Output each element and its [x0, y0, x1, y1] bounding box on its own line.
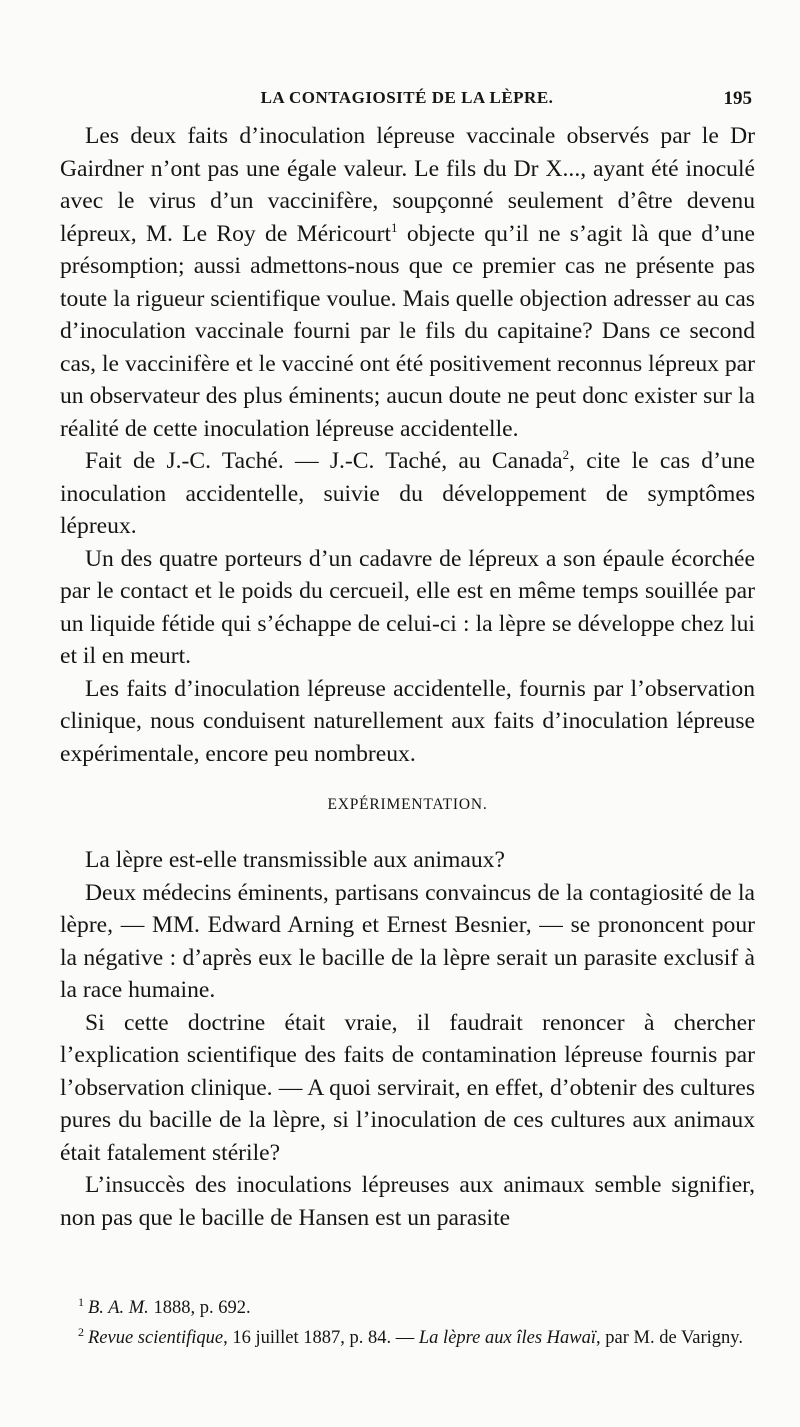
section-title: EXPÉRIMENTATION.	[327, 796, 488, 813]
paragraph: Les faits d’inoculation lépreuse accidentelle, fournis par l’observation clinique, nous conduisent naturellement aux faits d’inoculation lépreuse expérimentale, encore peu nombreux.	[60, 675, 755, 767]
running-head	[62, 88, 752, 114]
footnotes	[60, 1290, 755, 1350]
paragraph-text: Fait de J.-C. Taché. — J.-C. Taché, au Canada	[85, 448, 563, 474]
footnote-source: Revue scientifique	[88, 1328, 224, 1349]
paragraph: Si cette doctrine était vraie, il faudrait renoncer à chercher l’explication scientifique des faits de contamination lépreuse fournis par l’observation clinique. — A quoi servirait, en effet, d’obtenir des cultures pures du bacille de la lèpre, si l’inoculation de ces cultures aux animaux était fatalement stérile?	[60, 1009, 755, 1166]
paragraph: La lèpre est-elle transmissible aux animaux?	[85, 847, 505, 873]
body-text	[60, 120, 755, 1234]
paragraph-text: objecte qu’il ne s’agit là que d’une présomption; aussi admettons-nous que ce premier cas ne présente pas toute la rigueur scientifique voulue. Mais quelle objection adresser au cas d’inoculation vaccinale fourni par le fils du capitaine? Dans ce second cas, le vaccinifère et le vacciné ont été positivement reconnus lépreux par un observateur des plus éminents; aucun doute ne peut donc exister sur la réalité de cette inoculation lépreuse accidentelle.	[60, 220, 755, 442]
footnote-number: 2	[78, 1325, 84, 1340]
footnote-text: 1888, p. 692.	[148, 1298, 251, 1319]
running-title: LA CONTAGIOSITÉ DE LA LÈPRE.	[260, 88, 554, 107]
footnote-source: B. A. M.	[88, 1298, 149, 1319]
footnote-text: , par M. de Varigny.	[596, 1328, 743, 1349]
paragraph: Un des quatre porteurs d’un cadavre de lépreux a son épaule écorchée par le contact et le poids du cercueil, elle est en même temps souillée par un liquide fétide qui s’échappe de celui-ci : la lèpre se développe chez lui et il en meurt.	[60, 545, 755, 669]
footnote-call: 1	[391, 219, 398, 235]
footnote	[60, 1290, 755, 1320]
paragraph-text: , cite le cas d’une inoculation accidentelle, suivie du développement de symptômes lépreux.	[60, 448, 755, 539]
paragraph: Deux médecins éminents, partisans convaincus de la contagiosité de la lèpre, — MM. Edward Arning et Ernest Besnier, — se prononcent pour la négative : d’après eux le bacille de la lèpre serait un parasite exclusif à la race humaine.	[60, 879, 755, 1003]
footnote-source: La lèpre aux îles Hawaï	[418, 1328, 596, 1349]
footnote-text: , 16 juillet 1887, p. 84. —	[223, 1328, 419, 1349]
footnote-call: 2	[562, 447, 570, 463]
footnote	[60, 1320, 755, 1350]
paragraph	[60, 445, 755, 543]
footnote-number: 1	[78, 1295, 84, 1309]
paragraph-text: Les deux faits d’inoculation lépreuse vaccinale observés par le Dr Gairdner n’ont pas une égale valeur. Le fils du Dr X..., ayant été inoculé avec le virus d’un vaccinifère, soupçonné seulement d’être devenu lépreux, M. Le Roy de Méricourt	[60, 123, 755, 247]
paragraph	[60, 120, 755, 445]
paragraph: L’insuccès des inoculations lépreuses aux animaux semble signifier, non pas que le bacille de Hansen est un parasite	[60, 1172, 755, 1231]
page-number: 195	[723, 88, 752, 109]
